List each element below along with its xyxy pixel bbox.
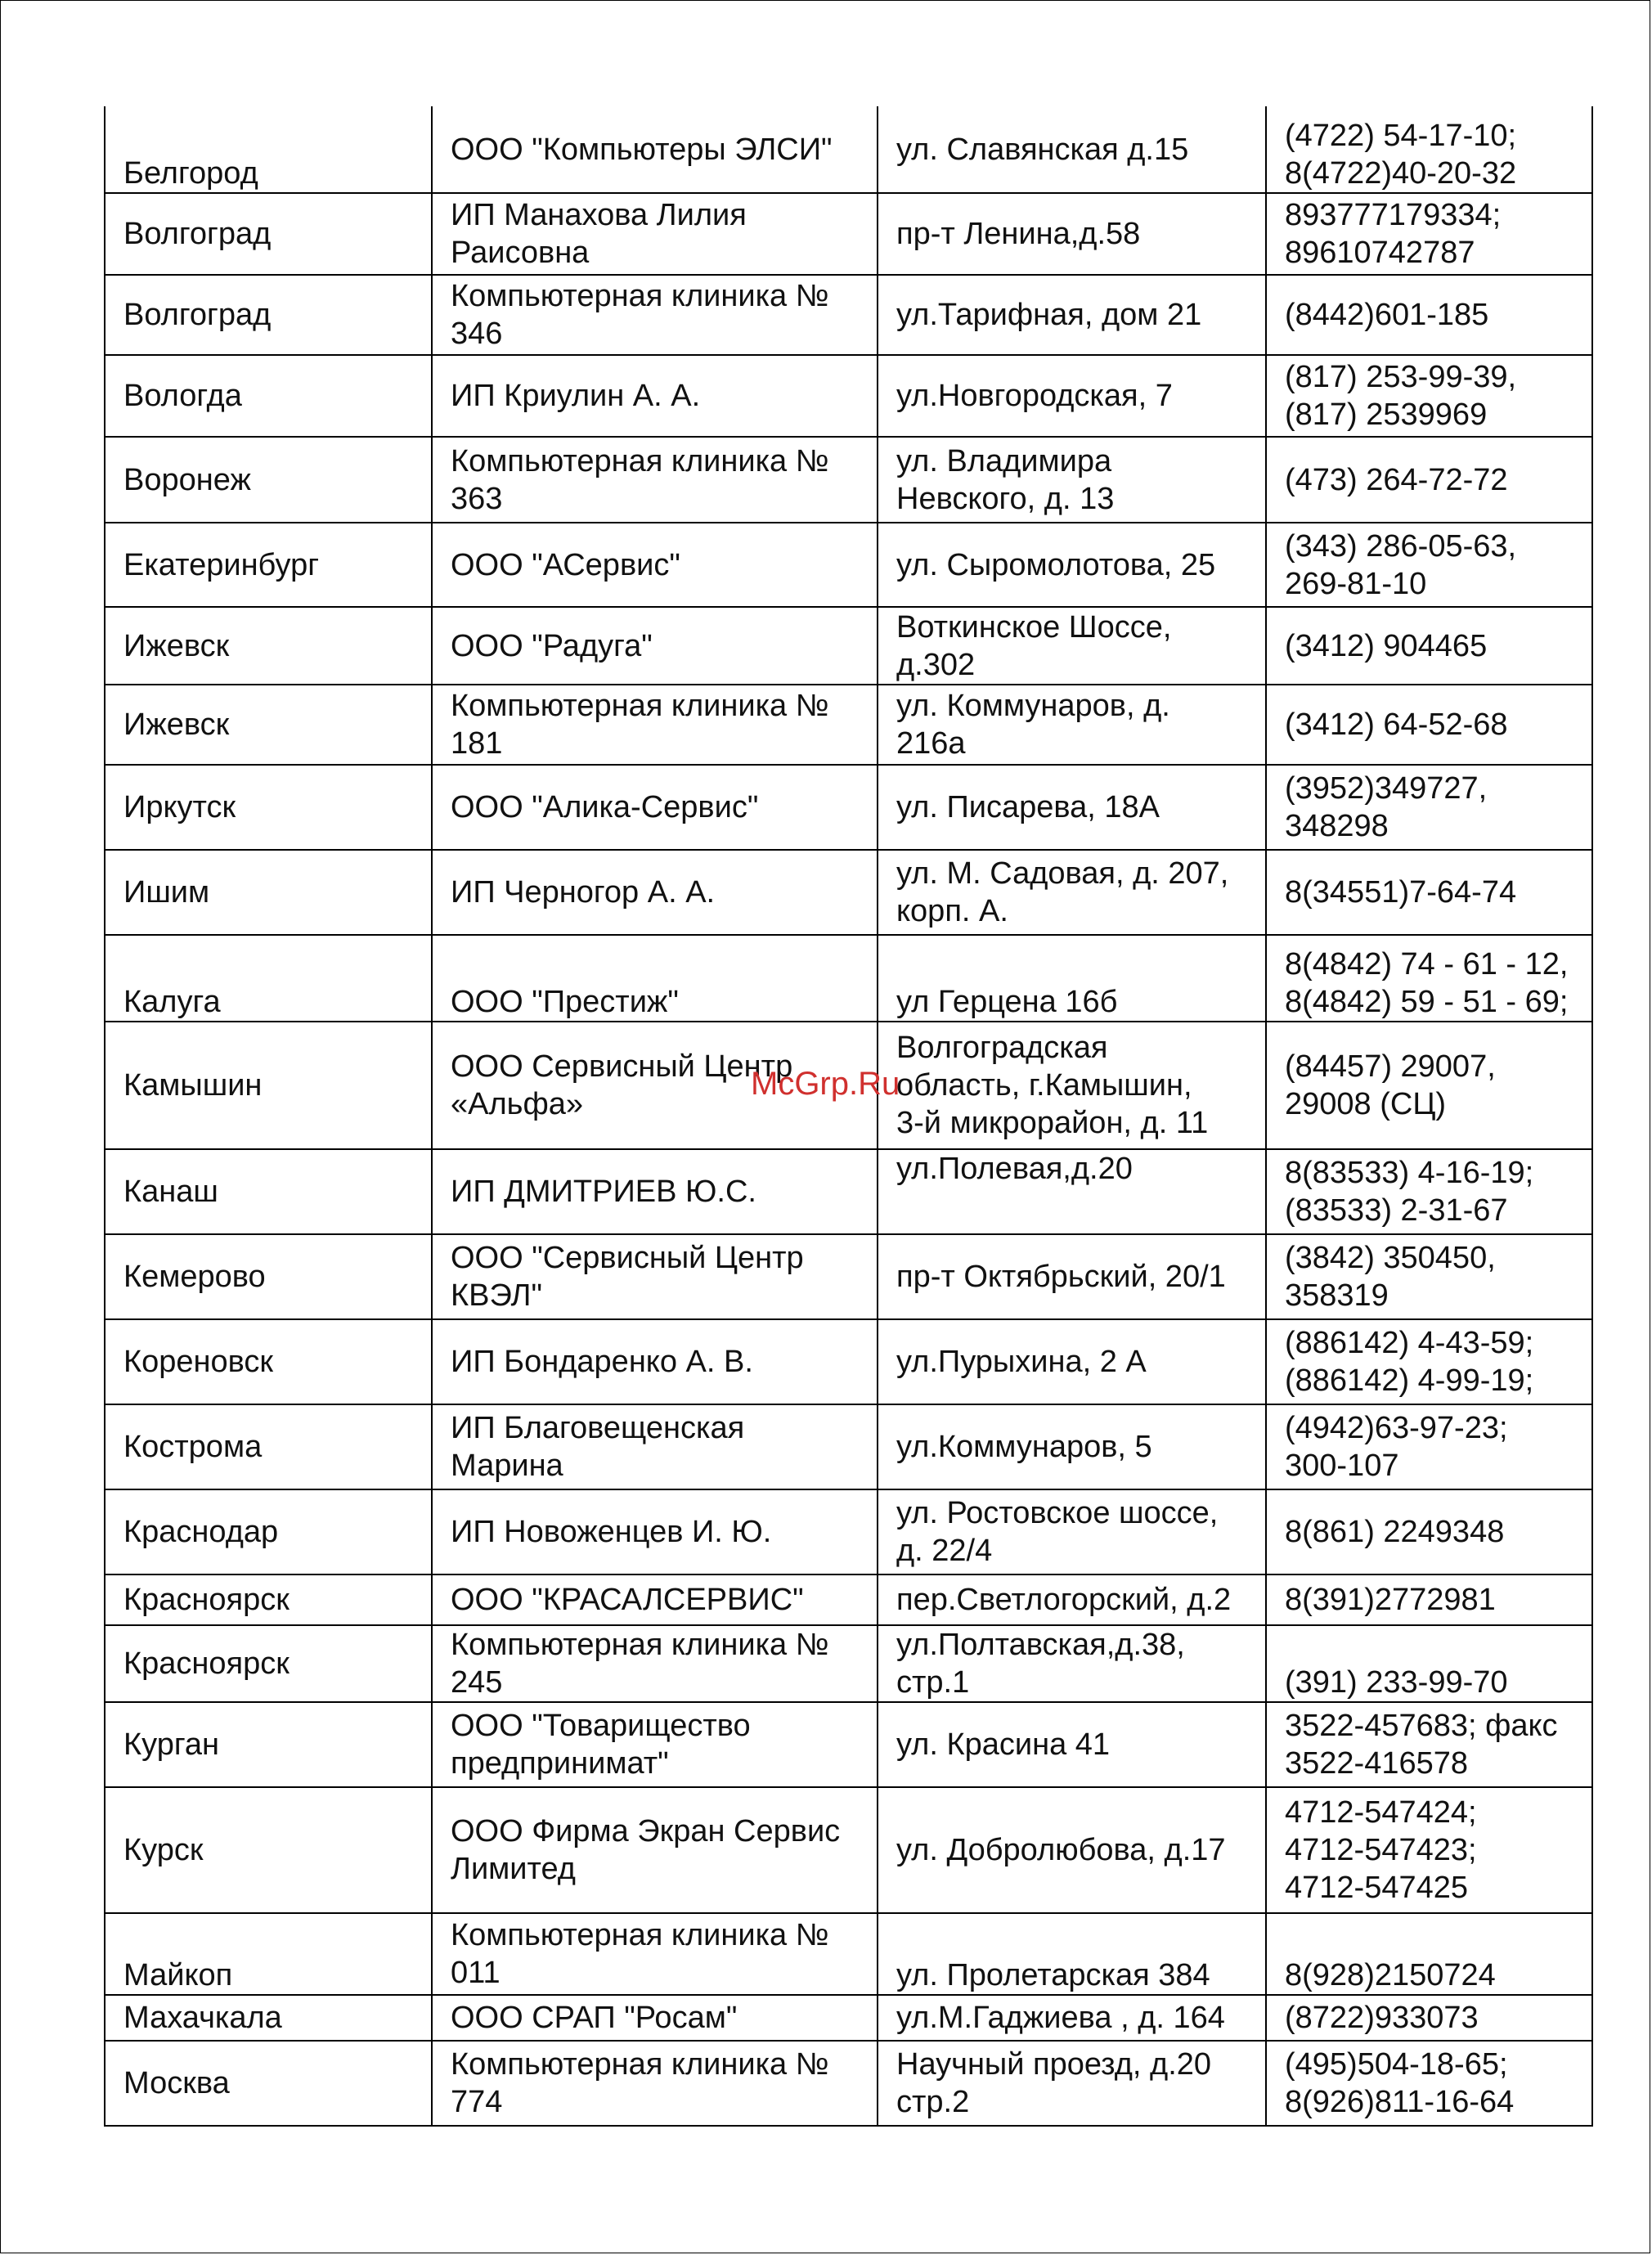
company-cell: ИП Криулин А. А. [432,355,878,437]
table-row [105,1574,1592,1625]
phone-cell: 893777179334; 89610742787 [1266,193,1592,275]
phone-cell: 8(4842) 74 - 61 - 12, 8(4842) 59 - 51 - 69; [1266,935,1592,1022]
city-cell: Воронеж [105,437,432,523]
address-cell: ул. Коммунаров, д. 216а [878,685,1266,765]
company-cell: ООО "Радуга" [432,607,878,685]
company-cell: ИП Новоженцев И. Ю. [432,1489,878,1574]
address-cell: ул.Коммунаров, 5 [878,1404,1266,1489]
company-cell: ООО "Сервисный Центр КВЭЛ" [432,1234,878,1319]
address-cell: ул.Тарифная, дом 21 [878,275,1266,355]
address-cell: пр-т Октябрьский, 20/1 [878,1234,1266,1319]
phone-cell: 8(34551)7-64-74 [1266,850,1592,935]
address-cell: ул.Полевая,д.20 [878,1149,1266,1234]
table-row [105,2041,1592,2126]
address-cell: ул. М. Садовая, д. 207, корп. А. [878,850,1266,935]
company-cell: ООО "КРАСАЛСЕРВИС" [432,1574,878,1625]
city-cell: Волгоград [105,275,432,355]
company-cell: ИП Манахова Лилия Раисовна [432,193,878,275]
address-cell: Волгоградская область, г.Камышин, 3-й микрорайон, д. 11 [878,1022,1266,1149]
company-cell: Компьютерная клиника № 774 [432,2041,878,2126]
city-cell: Белгород [105,106,432,193]
table-row [105,355,1592,437]
company-cell: ООО Фирма Экран Сервис Лимитед [432,1787,878,1913]
city-cell: Екатеринбург [105,523,432,607]
phone-cell: (4942)63-97-23; 300-107 [1266,1404,1592,1489]
table-row [105,935,1592,1022]
company-cell: ИП Благовещенская Марина [432,1404,878,1489]
table-row [105,523,1592,607]
city-cell: Кемерово [105,1234,432,1319]
address-cell: ул. Владимира Невского, д. 13 [878,437,1266,523]
company-cell: Компьютерная клиника № 181 [432,685,878,765]
phone-cell: (886142) 4-43-59; (886142) 4-99-19; [1266,1319,1592,1404]
company-cell: Компьютерная клиника № 363 [432,437,878,523]
phone-cell: (3412) 904465 [1266,607,1592,685]
company-cell: Компьютерная клиника № 011 [432,1913,878,1995]
address-cell: ул. Писарева, 18А [878,765,1266,850]
table-row [105,1913,1592,1995]
company-cell: ИП ДМИТРИЕВ Ю.С. [432,1149,878,1234]
city-cell: Калуга [105,935,432,1022]
phone-cell: (391) 233-99-70 [1266,1625,1592,1702]
city-cell: Майкоп [105,1913,432,1995]
city-cell: Курск [105,1787,432,1913]
city-cell: Волгоград [105,193,432,275]
phone-cell: (3412) 64-52-68 [1266,685,1592,765]
address-cell: ул.Пурыхина, 2 А [878,1319,1266,1404]
city-cell: Курган [105,1702,432,1787]
address-cell: ул. Ростовское шоссе, д. 22/4 [878,1489,1266,1574]
watermark: McGrp.Ru [751,1066,900,1102]
table-row [105,1625,1592,1702]
table-row [105,275,1592,355]
city-cell: Ижевск [105,607,432,685]
phone-cell: 8(83533) 4-16-19; (83533) 2-31-67 [1266,1149,1592,1234]
city-cell: Краснодар [105,1489,432,1574]
address-cell: ул. Добролюбова, д.17 [878,1787,1266,1913]
company-cell: ИП Черногор А. А. [432,850,878,935]
company-cell: ООО СРАП "Росам" [432,1995,878,2041]
phone-cell: (343) 286-05-63, 269-81-10 [1266,523,1592,607]
table-row [105,1702,1592,1787]
company-cell: Компьютерная клиника № 346 [432,275,878,355]
phone-cell: 3522-457683; факс 3522-416578 [1266,1702,1592,1787]
table-row [105,193,1592,275]
phone-cell: 8(861) 2249348 [1266,1489,1592,1574]
table-row [105,106,1592,193]
city-cell: Красноярск [105,1625,432,1702]
address-cell: ул.Новгородская, 7 [878,355,1266,437]
address-cell: пр-т Ленина,д.58 [878,193,1266,275]
phone-cell: (817) 253-99-39, (817) 2539969 [1266,355,1592,437]
address-cell: Научный проезд, д.20 стр.2 [878,2041,1266,2126]
address-cell: Воткинское Шоссе, д.302 [878,607,1266,685]
city-cell: Вологда [105,355,432,437]
table-row [105,1787,1592,1913]
address-cell: пер.Светлогорский, д.2 [878,1574,1266,1625]
company-cell: ООО "Компьютеры ЭЛСИ" [432,106,878,193]
city-cell: Камышин [105,1022,432,1149]
city-cell: Ишим [105,850,432,935]
address-cell: ул Герцена 16б [878,935,1266,1022]
table-row [105,1404,1592,1489]
table-row [105,1149,1592,1234]
city-cell: Махачкала [105,1995,432,2041]
address-cell: ул.М.Гаджиева , д. 164 [878,1995,1266,2041]
city-cell: Кострома [105,1404,432,1489]
table-row [105,1319,1592,1404]
company-cell: ООО "Товарищество предпринимат" [432,1702,878,1787]
company-cell: ООО "Престиж" [432,935,878,1022]
city-cell: Кореновск [105,1319,432,1404]
table-row [105,765,1592,850]
service-centers-table [104,106,1593,2127]
company-cell: ООО Сервисный Центр «Альфа» [432,1022,878,1149]
address-cell: ул.Полтавская,д.38, стр.1 [878,1625,1266,1702]
table-row [105,850,1592,935]
company-cell: ИП Бондаренко А. В. [432,1319,878,1404]
address-cell: ул. Сыромолотова, 25 [878,523,1266,607]
phone-cell: (8442)601-185 [1266,275,1592,355]
address-cell: ул. Красина 41 [878,1702,1266,1787]
city-cell: Иркутск [105,765,432,850]
phone-cell: 8(928)2150724 [1266,1913,1592,1995]
address-cell: ул. Пролетарская 384 [878,1913,1266,1995]
city-cell: Ижевск [105,685,432,765]
table-row [105,685,1592,765]
phone-cell: 8(391)2772981 [1266,1574,1592,1625]
table-row [105,1995,1592,2041]
company-cell: Компьютерная клиника № 245 [432,1625,878,1702]
city-cell: Красноярск [105,1574,432,1625]
company-cell: ООО "АСервис" [432,523,878,607]
phone-cell: (3952)349727, 348298 [1266,765,1592,850]
table-row [105,607,1592,685]
city-cell: Москва [105,2041,432,2126]
phone-cell: (8722)933073 [1266,1995,1592,2041]
table-row [105,1234,1592,1319]
table-row [105,1489,1592,1574]
company-cell: ООО "Алика-Сервис" [432,765,878,850]
phone-cell: (3842) 350450, 358319 [1266,1234,1592,1319]
city-cell: Канаш [105,1149,432,1234]
phone-cell: (495)504-18-65; 8(926)811-16-64 [1266,2041,1592,2126]
address-cell: ул. Славянская д.15 [878,106,1266,193]
phone-cell: (4722) 54-17-10; 8(4722)40-20-32 [1266,106,1592,193]
phone-cell: (84457) 29007, 29008 (СЦ) [1266,1022,1592,1149]
phone-cell: (473) 264-72-72 [1266,437,1592,523]
phone-cell: 4712-547424; 4712-547423; 4712-547425 [1266,1787,1592,1913]
table-row [105,437,1592,523]
